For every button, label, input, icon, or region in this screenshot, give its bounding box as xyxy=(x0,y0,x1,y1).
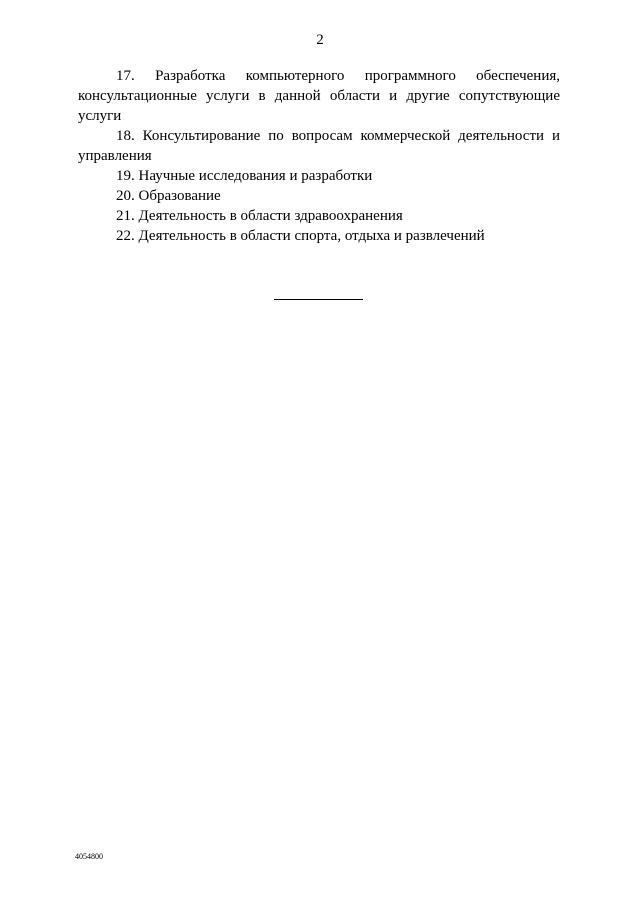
list-item-17: 17. Разработка компьютерного программного обеспечения, консультационные услуги в данной области и другие сопутствующие услуги xyxy=(78,68,560,124)
page-number: 2 xyxy=(316,32,324,48)
document-body xyxy=(78,66,560,246)
list-item-21: 21. Деятельность в области здравоохранения xyxy=(116,208,403,224)
list-item-19: 19. Научные исследования и разработки xyxy=(116,168,373,184)
document-code: 4054800 xyxy=(75,852,103,861)
list-item-18: 18. Консультирование по вопросам коммерческой деятельности и управления xyxy=(78,128,560,164)
end-separator-line xyxy=(274,299,363,300)
list-item-20: 20. Образование xyxy=(116,188,221,204)
list-item-22: 22. Деятельность в области спорта, отдыха и развлечений xyxy=(116,228,485,244)
